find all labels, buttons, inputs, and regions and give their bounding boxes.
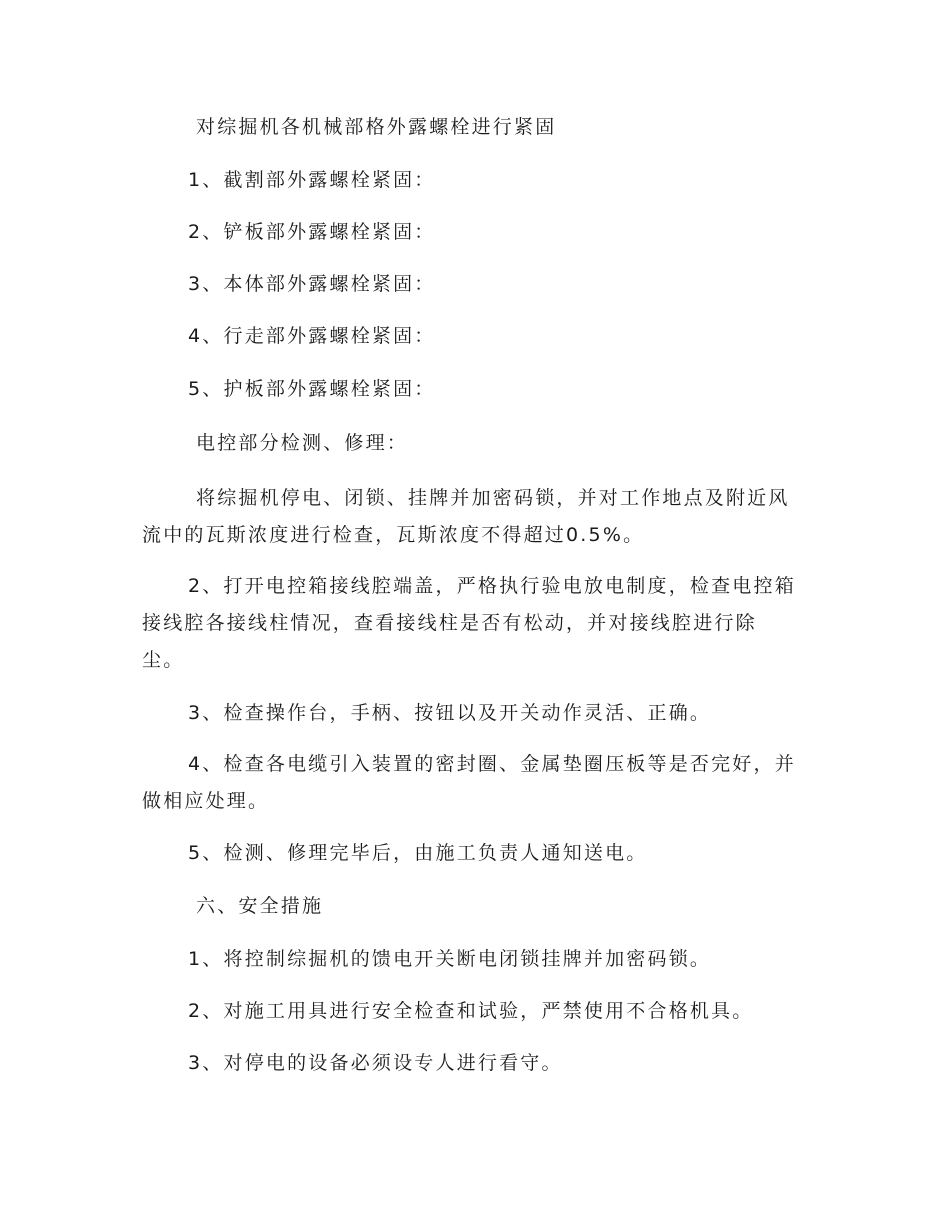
- paragraph-line: 将综掘机停电、闭锁、挂牌并加密码锁，并对工作地点及附近风: [196, 487, 790, 509]
- paragraph-line: 尘。: [142, 649, 185, 671]
- list-item: 1、截割部外露螺栓紧固：: [188, 169, 436, 191]
- paragraph-line: 流中的瓦斯浓度进行检查，瓦斯浓度不得超过0.5%。: [142, 524, 645, 546]
- list-item: 2、对施工用具进行安全检查和试验，严禁使用不合格机具。: [188, 1000, 754, 1022]
- heading-electrical: 电控部分检测、修理：: [196, 432, 409, 454]
- paragraph-line: 做相应处理。: [142, 790, 270, 812]
- list-item: 5、检测、修理完毕后，由施工负责人通知送电。: [188, 842, 648, 864]
- list-item: 4、行走部外露螺栓紧固：: [188, 325, 436, 347]
- paragraph-line: 接线腔各接线柱情况，查看接线柱是否有松动，并对接线腔进行除: [142, 612, 757, 634]
- heading-safety: 六、安全措施: [196, 895, 324, 917]
- list-item: 3、对停电的设备必须设专人进行看守。: [188, 1052, 563, 1074]
- list-item: 3、本体部外露螺栓紧固：: [188, 273, 436, 295]
- list-item: 1、将控制综掘机的馈电开关断电闭锁挂牌并加密码锁。: [188, 948, 712, 970]
- paragraph-line: 4、检查各电缆引入装置的密封圈、金属垫圈压板等是否完好，并: [188, 753, 796, 775]
- paragraph-line: 2、打开电控箱接线腔端盖，严格执行验电放电制度，检查电控箱: [188, 575, 796, 597]
- list-item: 2、铲板部外露螺栓紧固：: [188, 221, 436, 243]
- list-item: 3、检查操作台，手柄、按钮以及开关动作灵活、正确。: [188, 702, 712, 724]
- heading-bolt-tightening: 对综掘机各机械部格外露螺栓进行紧固: [196, 116, 557, 138]
- list-item: 5、护板部外露螺栓紧固：: [188, 378, 436, 400]
